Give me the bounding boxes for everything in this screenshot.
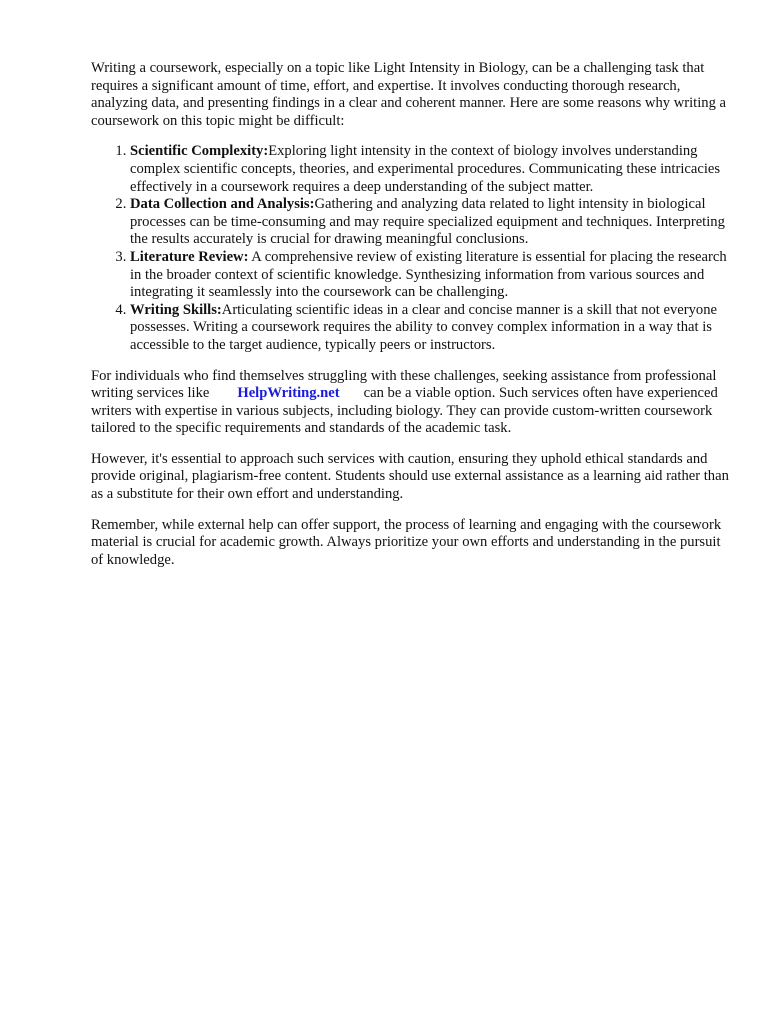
reason-text: Gathering and analyzing data related to light intensity in biological processes can be time-consuming and may require specialized equipment and techniques. Interpreting the results accurately is crucial for drawing meaningful conclusions. [130, 196, 725, 248]
reason-term: Data Collection and Analysis: [130, 196, 315, 213]
reason-text: Exploring light intensity in the context of biology involves understanding complex scientific concepts, theories, and experimental procedures. Communicating these intricacies effectively in a coursework requires a deep understanding of the subject matter. [130, 143, 721, 195]
reasons-list [91, 143, 731, 354]
document-page [91, 60, 731, 582]
helpwriting-link[interactable]: HelpWriting.net [237, 385, 340, 402]
assistance-text-after: can be a viable option. Such services often have experienced writers with expertise in various subjects, including biology. They can provide custom-written coursework tailored to the specific requirements and standards of the academic task. [91, 385, 718, 437]
assistance-paragraph [91, 368, 731, 438]
list-item [130, 302, 731, 355]
intro-paragraph: Writing a coursework, especially on a topic like Light Intensity in Biology, can be a challenging task that requires a significant amount of time, effort, and expertise. It involves conducting thorough research, analyzing data, and presenting findings in a clear and coherent manner. Here are some reasons why writing a coursework on this topic might be difficult: [91, 60, 726, 129]
reason-term: Scientific Complexity: [130, 143, 269, 160]
reason-term: Literature Review: [130, 248, 249, 265]
reason-text: A comprehensive review of existing literature is essential for placing the research in the broader context of scientific knowledge. Synthesizing information from various sources and integrating it seamlessly into the coursework can be challenging. [130, 248, 727, 301]
list-item [130, 143, 731, 196]
list-item [130, 196, 731, 249]
reason-term: Writing Skills: [130, 301, 222, 318]
assistance-text-before: For individuals who find themselves struggling with these challenges, seeking assistance from professional writing services like [91, 367, 717, 402]
reason-text: Articulating scientific ideas in a clear and concise manner is a skill that not everyone possesses. Writing a coursework requires the ability to convey complex information in a way that is accessible to the target audience, typically peers or instructors. [130, 301, 717, 353]
list-item [130, 249, 731, 302]
caution-paragraph: However, it's essential to approach such services with caution, ensuring they uphold ethical standards and provide original, plagiarism-free content. Students should use external assistance as a learning aid rather than as a substitute for their own effort and understanding. [91, 450, 729, 503]
closing-paragraph: Remember, while external help can offer support, the process of learning and engaging with the coursework material is crucial for academic growth. Always prioritize your own efforts and understanding in the pursuit of knowledge. [91, 516, 722, 568]
